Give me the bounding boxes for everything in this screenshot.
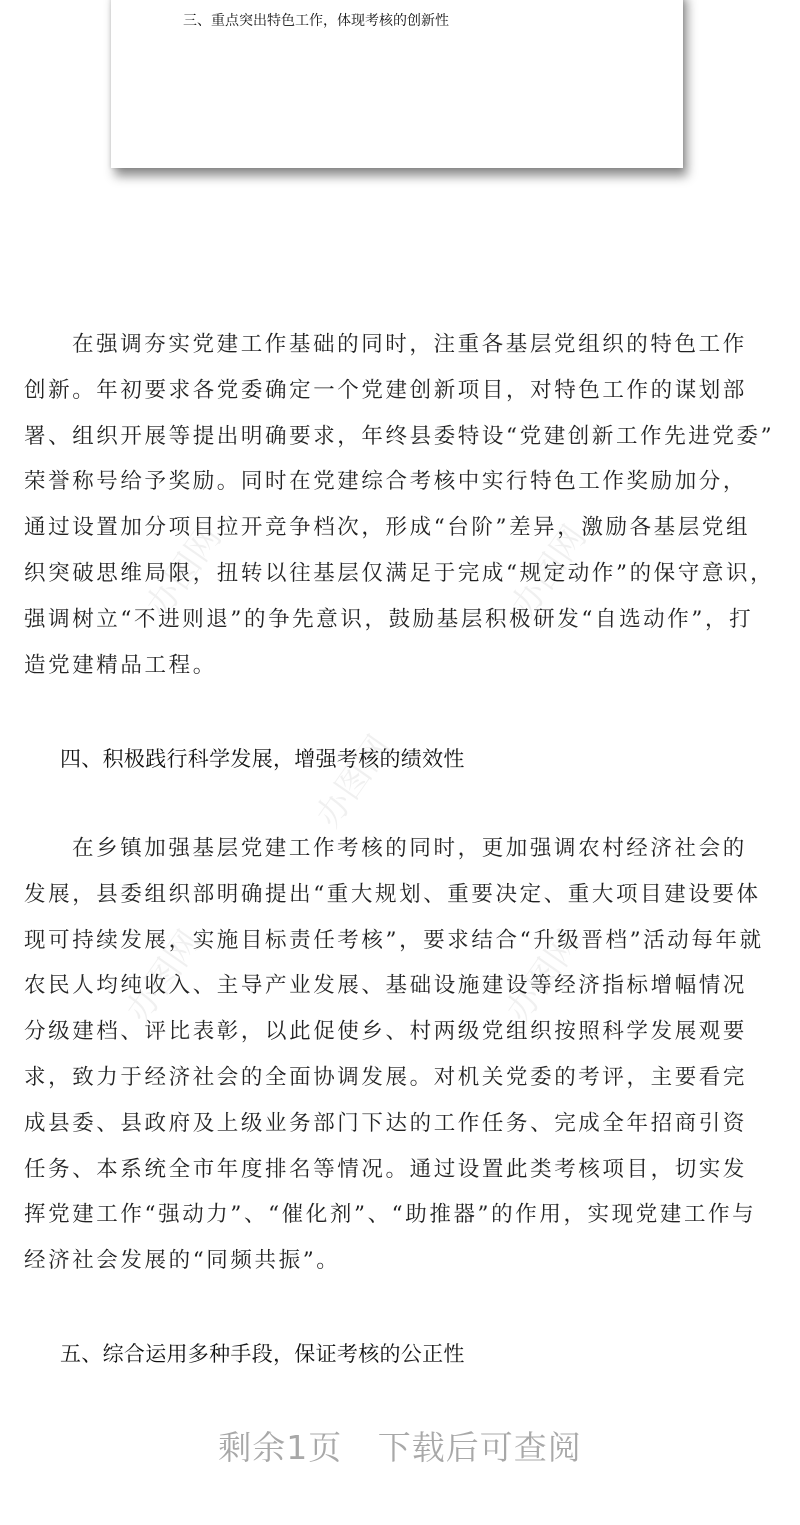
- paragraph-line: 在强调夯实党建工作基础的同时，注重各基层党组织的特色工作: [72, 332, 747, 357]
- paragraph-line: 在乡镇加强基层党建工作考核的同时，更加强调农村经济社会的: [72, 836, 747, 861]
- remaining-pages-label: 剩余1页: [218, 1428, 343, 1467]
- paragraph-line: 创新。年初要求各党委确定一个党建创新项目，对特色工作的谋划部: [24, 377, 748, 403]
- watermark: 办图网: [503, 518, 595, 625]
- preview-page-card: [111, 0, 683, 168]
- section-heading-5: 五、综合运用多种手段，保证考核的公正性: [60, 1342, 465, 1366]
- card-section-heading: 三、重点突出特色工作，体现考核的创新性: [183, 13, 449, 29]
- paragraph-line: 求，致力于经济社会的全面协调发展。对机关党委的考评，主要看完: [24, 1064, 748, 1090]
- paragraph-line: 荣誉称号给予奖励。同时在党建综合考核中实行特色工作奖励加分，: [24, 469, 748, 495]
- paragraph-line: 强调树立“不进则退”的争先意识，鼓励基层积极研发“自选动作”，打: [24, 606, 754, 632]
- paragraph-scientific-development: [24, 826, 794, 1284]
- watermark: 办图网: [118, 923, 210, 1030]
- paragraph-line: 分级建档、评比表彰，以此促使乡、村两级党组织按照科学发展观要: [24, 1019, 748, 1045]
- paragraph-line: 现可持续发展，实施目标责任考核”，要求结合“升级晋档”活动每年就: [24, 927, 764, 953]
- watermark: 办图网: [138, 518, 230, 625]
- paragraph-line: 任务、本系统全市年度排名等情况。通过设置此类考核项目，切实发: [24, 1156, 748, 1182]
- paragraph-line: 成县委、县政府及上级业务部门下达的工作任务、完成全年招商引资: [24, 1110, 748, 1136]
- watermark: 办图网: [498, 923, 590, 1030]
- paragraph-line: 挥党建工作“强动力”、“催化剂”、“助推器”的作用，实现党建工作与: [24, 1202, 757, 1228]
- paragraph-line: 署、组织开展等提出明确要求，年终县委特设“党建创新工作先进党委”: [24, 423, 775, 449]
- paragraph-special-work: [24, 322, 794, 688]
- paragraph-line: 造党建精品工程。: [24, 652, 217, 678]
- paragraph-line: 农民人均纯收入、主导产业发展、基础设施建设等经济指标增幅情况: [24, 973, 748, 999]
- section-heading-4: 四、积极践行科学发展，增强考核的绩效性: [60, 747, 465, 771]
- paragraph-line: 织突破思维局限，扭转以往基层仅满足于完成“规定动作”的保守意识，: [24, 560, 775, 586]
- paragraph-line: 通过设置加分项目拉开竞争档次，形成“台阶”差异，激励各基层党组: [24, 515, 751, 541]
- watermark: 办图网: [308, 728, 400, 835]
- paragraph-line: 经济社会发展的“同频共振”。: [24, 1248, 341, 1274]
- download-hint-label: 下载后可查阅: [377, 1428, 582, 1467]
- download-to-read-more-banner[interactable]: [0, 1422, 800, 1469]
- paragraph-line: 发展，县委组织部明确提出“重大规划、重要决定、重大项目建设要体: [24, 881, 761, 907]
